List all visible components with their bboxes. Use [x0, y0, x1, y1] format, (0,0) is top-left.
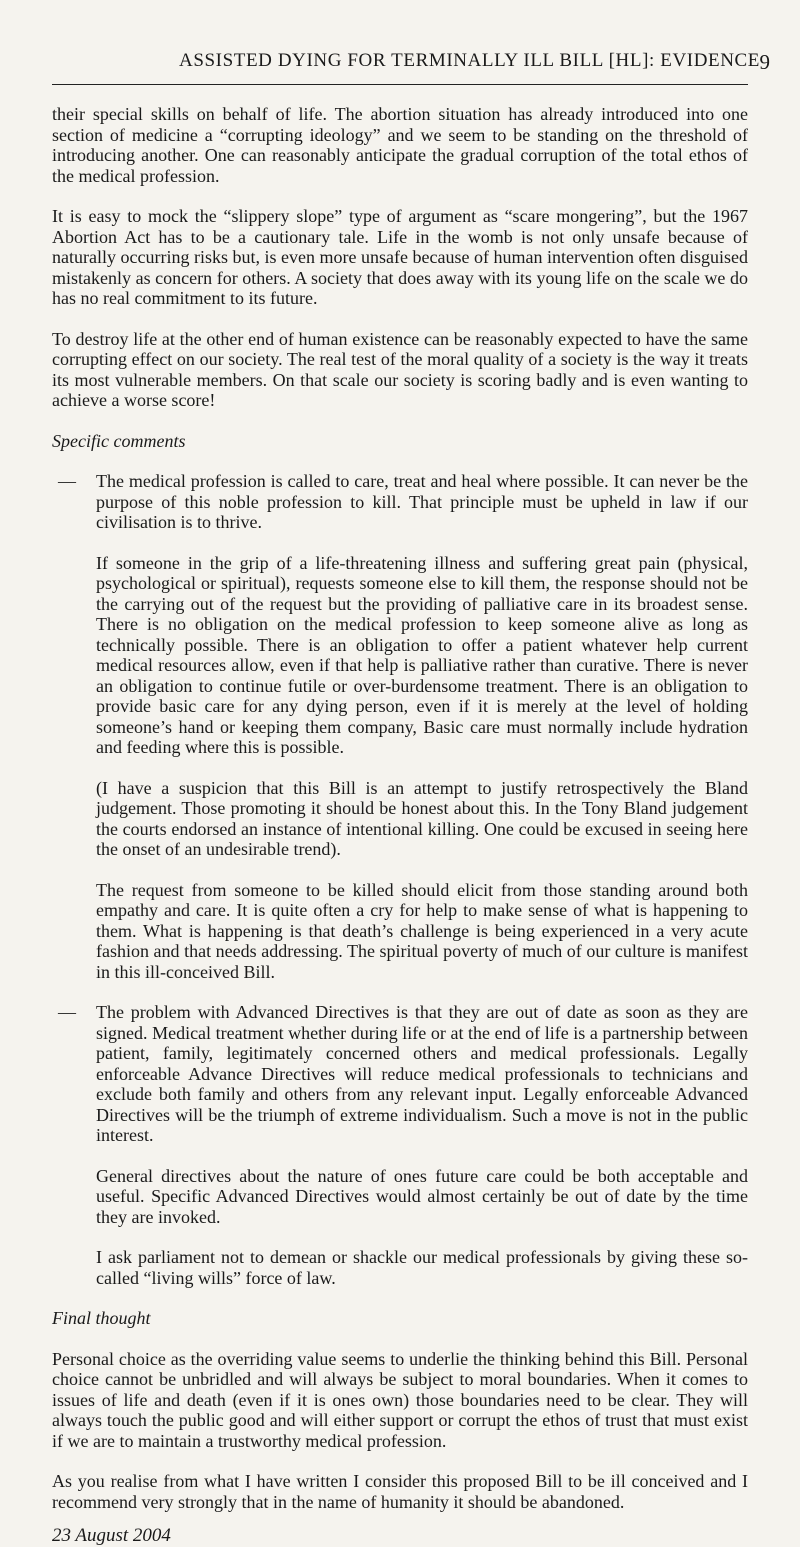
intro-paragraph: their special skills on behalf of life. The abortion situation has already introduced into one section of medicine a “corrupting ideology” and we seem to be standing on the threshold of introducing another. One can reasonably anticipate the gradual corruption of the total ethos of the medical profession. — [52, 104, 748, 186]
comment-item — [52, 1002, 748, 1146]
page-number: 9 — [759, 50, 770, 74]
section-heading-final-thought: Final thought — [52, 1308, 151, 1328]
running-header — [0, 50, 800, 78]
dash-bullet: — — [58, 471, 76, 491]
comment-paragraph: I ask parliament not to demean or shackle our medical professionals by giving these so-called “living wills” force of law. — [96, 1247, 748, 1288]
comment-item-body — [52, 553, 748, 983]
comment-lead-paragraph: The problem with Advanced Directives is that they are out of date as soon as they are signed. Medical treatment whether during life or at the end of life is a partnership between patient, family, legitimately concerned others and medical professionals. Legally enforceable Advance Directives will reduce medical professionals to technicians and exclude both family and others from any relevant input. Legally enforceable Advanced Directives will be the triumph of extreme individualism. Such a move is not in the public interest. — [96, 1002, 748, 1145]
comment-paragraph: If someone in the grip of a life-threatening illness and suffering great pain (physical, psychological or spiritual), requests someone else to kill them, the response should not be the carrying out of the request but the providing of palliative care in its broadest sense. There is no obligation on the medical profession to keep someone alive as long as technically possible. There is an obligation to offer a patient whatever help current medical resources allow, even if that help is palliative rather than curative. There is never an obligation to continue futile or over-burdensome treatment. There is an obligation to provide basic care for any dying person, even if it is merely at the level of holding someone’s hand or keeping them company, Basic care must normally include hydration and feeding where this is possible. — [96, 552, 748, 757]
comment-item-body — [52, 1166, 748, 1289]
comment-paragraph: General directives about the nature of ones future care could be both acceptable and useful. Specific Advanced Directives would almost certainly be out of date by the time they are invoked. — [96, 1165, 748, 1227]
comment-paragraph: (I have a suspicion that this Bill is an attempt to justify retrospectively the Bland judgement. Those promoting it should be honest about this. In the Tony Bland judgement the courts endorsed an instance of intentional killing. One could be excused in seeing here the onset of an undesirable trend). — [96, 777, 748, 859]
document-date: 23 August 2004 — [52, 1525, 171, 1546]
header-rule — [52, 84, 748, 85]
dash-bullet: — — [58, 1002, 76, 1022]
comment-item — [52, 471, 748, 533]
intro-paragraph: It is easy to mock the “slippery slope” type of argument as “scare mongering”, but the 1967 Abortion Act has to be a cautionary tale. Life in the womb is not only unsafe because of naturally occurring risks but, is even more unsafe because of human intervention often disguised mistakenly as concern for others. A society that does away with its young life on the scale we do has no real commitment to its future. — [52, 206, 748, 308]
final-paragraph: As you realise from what I have written I consider this proposed Bill to be ill conceived and I recommend very strongly that in the name of humanity it should be abandoned. — [52, 1471, 748, 1512]
final-paragraph: Personal choice as the overriding value seems to underlie the thinking behind this Bill. Personal choice cannot be unbridled and will always be subject to moral boundaries. When it comes to issues of life and death (even if it is ones own) those boundaries need to be clear. They will always touch the public good and will either support or corrupt the ethos of trust that must exist if we are to maintain a trustworthy medical profession. — [52, 1348, 748, 1451]
intro-paragraph: To destroy life at the other end of human existence can be reasonably expected to have the same corrupting effect on our society. The real test of the moral quality of a society is the way it treats its most vulnerable members. On that scale our society is scoring badly and is even wanting to achieve a worse score! — [52, 328, 748, 410]
running-title: ASSISTED DYING FOR TERMINALLY ILL BILL [HL]: EVIDENCE — [179, 50, 761, 71]
body-text — [52, 104, 748, 1547]
section-heading-specific-comments: Specific comments — [52, 430, 186, 451]
comment-paragraph: The request from someone to be killed should elicit from those standing around both empathy and care. It is quite often a cry for help to make sense of what is happening to them. What is happening is that death’s challenge is being experienced in a very acute fashion and that needs addressing. The spiritual poverty of much of our culture is manifest in this ill-conceived Bill. — [96, 879, 748, 982]
comment-lead-paragraph: The medical profession is called to care, treat and heal where possible. It can never be the purpose of this noble profession to kill. That principle must be upheld in law if our civilisation is to thrive. — [96, 471, 748, 532]
